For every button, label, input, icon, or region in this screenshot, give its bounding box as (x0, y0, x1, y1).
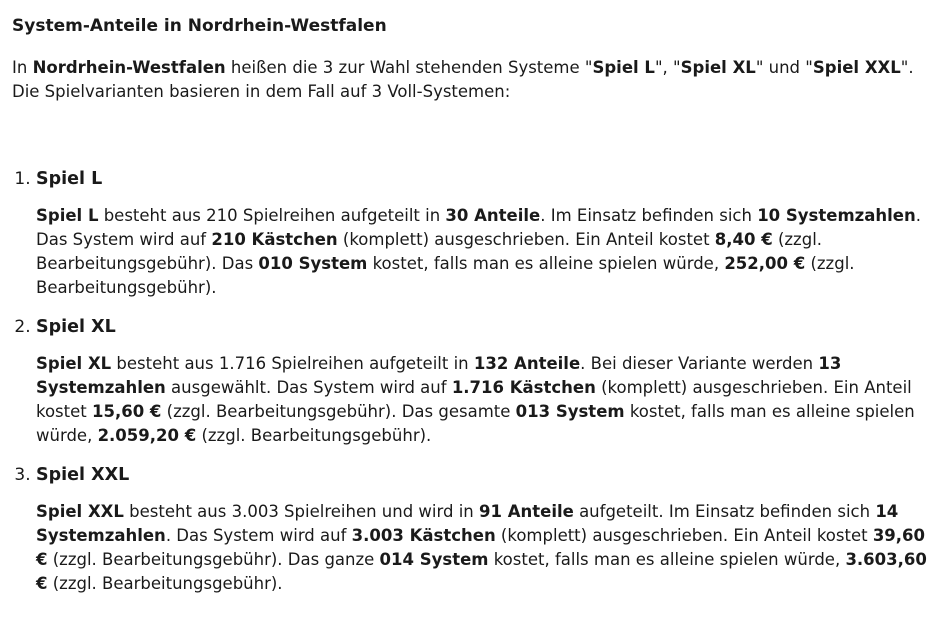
list-item (36, 166, 936, 300)
text: kostet, falls man es alleine spielen würde, (488, 550, 846, 569)
text: (zzgl. Bearbeitungsgebühr). Das ganze (47, 550, 380, 569)
intro-paragraph (12, 56, 936, 104)
bold-text: 15,60 € (92, 402, 162, 421)
bold-text: 1.716 Kästchen (451, 378, 596, 397)
text: . Das System wird auf (165, 526, 352, 545)
text: (zzgl. Bearbeitungsgebühr). (196, 426, 432, 445)
bold-text: 2.059,20 € (97, 426, 197, 445)
intro-text: ", " (654, 58, 681, 77)
bold-text: Spiel XXL (36, 502, 124, 521)
text: (zzgl. Bearbeitungsgebühr). (47, 574, 283, 593)
bold-text: 14 Systemzahlen (36, 502, 899, 545)
intro-text: In (12, 58, 33, 77)
bold-text: 91 Anteile (479, 502, 574, 521)
bold-text: 252,00 € (724, 254, 806, 273)
text: (zzgl. Bearbeitungsgebühr). (36, 254, 855, 297)
bold-text: 13 Systemzahlen (36, 354, 842, 397)
bold-text: 210 Kästchen (211, 230, 338, 249)
bold-text: 10 Systemzahlen (757, 206, 916, 225)
bold-text: 39,60 € (36, 526, 926, 569)
bold-text: Spiel XL (36, 354, 112, 373)
bold-text: 8,40 € (714, 230, 773, 249)
text: besteht aus 210 Spielreihen aufgeteilt in (98, 206, 446, 225)
bold-text: 30 Anteile (445, 206, 541, 225)
item-heading: 1. Spiel L (36, 169, 103, 189)
text: (zzgl. Bearbeitungsgebühr). Das gesamte (161, 402, 516, 421)
text: kostet, falls man es alleine spielen würde, (367, 254, 725, 273)
text: (komplett) ausgeschrieben. Ein Anteil kostet (495, 526, 873, 545)
intro-text: heißen die 3 zur Wahl stehenden Systeme " (225, 58, 593, 77)
page-title: System-Anteile in Nordrhein-Westfalen (12, 16, 387, 36)
intro-bold: Spiel L (592, 58, 655, 77)
list-item (36, 314, 936, 448)
text: (komplett) ausgeschrieben. Ein Anteil kostet (337, 230, 715, 249)
text: (komplett) ausgeschrieben. Ein Anteil kostet (36, 378, 912, 421)
item-description (36, 204, 936, 300)
item-description (36, 352, 936, 448)
text: besteht aus 3.003 Spielreihen und wird in (123, 502, 480, 521)
text: ausgewählt. Das System wird auf (165, 378, 452, 397)
text: . Das System wird auf (36, 206, 921, 249)
intro-bold: Spiel XXL (812, 58, 901, 77)
bold-text: 013 System (515, 402, 625, 421)
list-item (36, 462, 936, 596)
bold-text: 3.603,60 € (36, 550, 927, 593)
bold-text: Spiel L (36, 206, 99, 225)
text: kostet, falls man es alleine spielen würde, (36, 402, 915, 445)
system-list (12, 166, 936, 596)
bold-text: 010 System (258, 254, 368, 273)
intro-text: " und " (755, 58, 813, 77)
intro-bold: Nordrhein-Westfalen (32, 58, 226, 77)
bold-text: 132 Anteile (473, 354, 581, 373)
bold-text: 014 System (379, 550, 489, 569)
intro-bold: Spiel XL (680, 58, 756, 77)
text: . Im Einsatz befinden sich (540, 206, 758, 225)
item-heading: 2. Spiel XL (36, 317, 116, 337)
text: . Bei dieser Variante werden (580, 354, 819, 373)
text: besteht aus 1.716 Spielreihen aufgeteilt in (111, 354, 474, 373)
intro-text: ". Die Spielvarianten basieren in dem Fall auf 3 Voll-Systemen: (12, 58, 914, 101)
bold-text: 3.003 Kästchen (351, 526, 496, 545)
item-heading: 3. Spiel XXL (36, 465, 130, 485)
item-description (36, 500, 936, 596)
text: (zzgl. Bearbeitungsgebühr). Das (36, 230, 823, 273)
text: aufgeteilt. Im Einsatz befinden sich (573, 502, 876, 521)
